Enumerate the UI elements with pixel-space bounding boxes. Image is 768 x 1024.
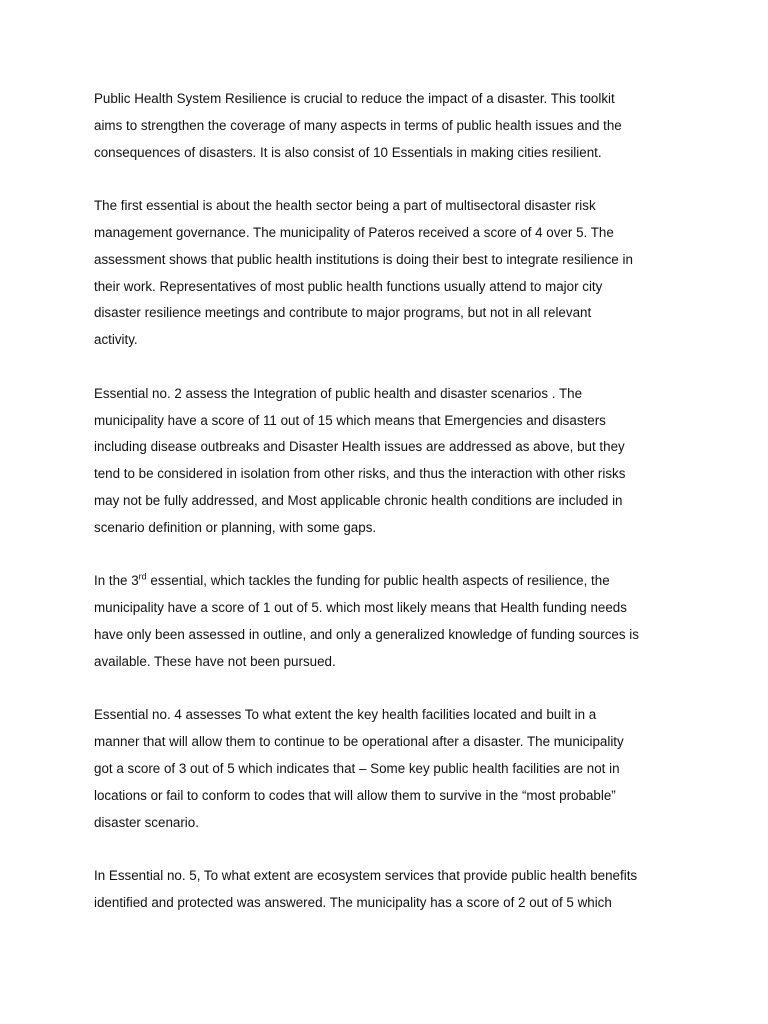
document-body [94, 86, 686, 944]
text-line: consequences of disasters. It is also consist of 10 Essentials in making cities resilient. [94, 144, 602, 160]
text-line: available. These have not been pursued. [94, 653, 336, 669]
text-line: got a score of 3 out of 5 which indicates that – Some key public health facilities are not in [94, 760, 620, 776]
text-line: disaster scenario. [94, 814, 199, 830]
paragraph-essential-5 [94, 863, 686, 917]
text-line: tend to be considered in isolation from other risks, and thus the interaction with other risks [94, 466, 626, 482]
text-line: municipality have a score of 1 out of 5. which most likely means that Health funding needs [94, 600, 627, 616]
text-line: have only been assessed in outline, and only a generalized knowledge of funding sources is [94, 626, 639, 642]
text-line: Public Health System Resilience is crucial to reduce the impact of a disaster. This toolkit [94, 91, 615, 106]
text-line: activity. [94, 332, 138, 348]
ordinal-superscript: rd [138, 571, 147, 582]
text-line: may not be fully addressed, and Most applicable chronic health conditions are included in [94, 492, 623, 508]
text-line: municipality have a score of 11 out of 15 which means that Emergencies and disasters [94, 412, 606, 428]
text-line: their work. Representatives of most public health functions usually attend to major city [94, 278, 603, 294]
text-segment: essential, which tackles the funding for public health aspects of resilience, the [146, 573, 610, 589]
text-line: manner that will allow them to continue to be operational after a disaster. The municipality [94, 734, 624, 750]
text-line: scenario definition or planning, with some gaps. [94, 519, 377, 535]
text-line: aims to strengthen the coverage of many aspects in terms of public health issues and the [94, 117, 622, 133]
text-segment: In the 3 [94, 573, 139, 589]
text-line: Essential no. 2 assess the Integration of public health and disaster scenarios . The [94, 385, 583, 401]
text-line: including disease outbreaks and Disaster Health issues are addressed as above, but they [94, 439, 625, 455]
paragraph-intro [94, 86, 686, 166]
text-line: The first essential is about the health sector being a part of multisectoral disaster risk [94, 198, 596, 214]
text-line: disaster resilience meetings and contribute to major programs, but not in all relevant [94, 305, 592, 321]
text-line: identified and protected was answered. The municipality has a score of 2 out of 5 which [94, 894, 612, 910]
paragraph-essential-3 [94, 568, 686, 675]
text-line: assessment shows that public health institutions is doing their best to integrate resilience in [94, 251, 633, 267]
text-line: In Essential no. 5, To what extent are ecosystem services that provide public health benefits [94, 868, 638, 884]
text-line: management governance. The municipality of Pateros received a score of 4 over 5. The [94, 224, 614, 240]
paragraph-essential-4 [94, 702, 686, 836]
text-line: locations or fail to conform to codes that will allow them to survive in the “most probable” [94, 787, 616, 803]
text-line: Essential no. 4 assesses To what extent the key health facilities located and built in a [94, 707, 597, 723]
paragraph-essential-2 [94, 381, 686, 542]
text-line-with-superscript [94, 568, 686, 595]
paragraph-essential-1 [94, 193, 686, 354]
